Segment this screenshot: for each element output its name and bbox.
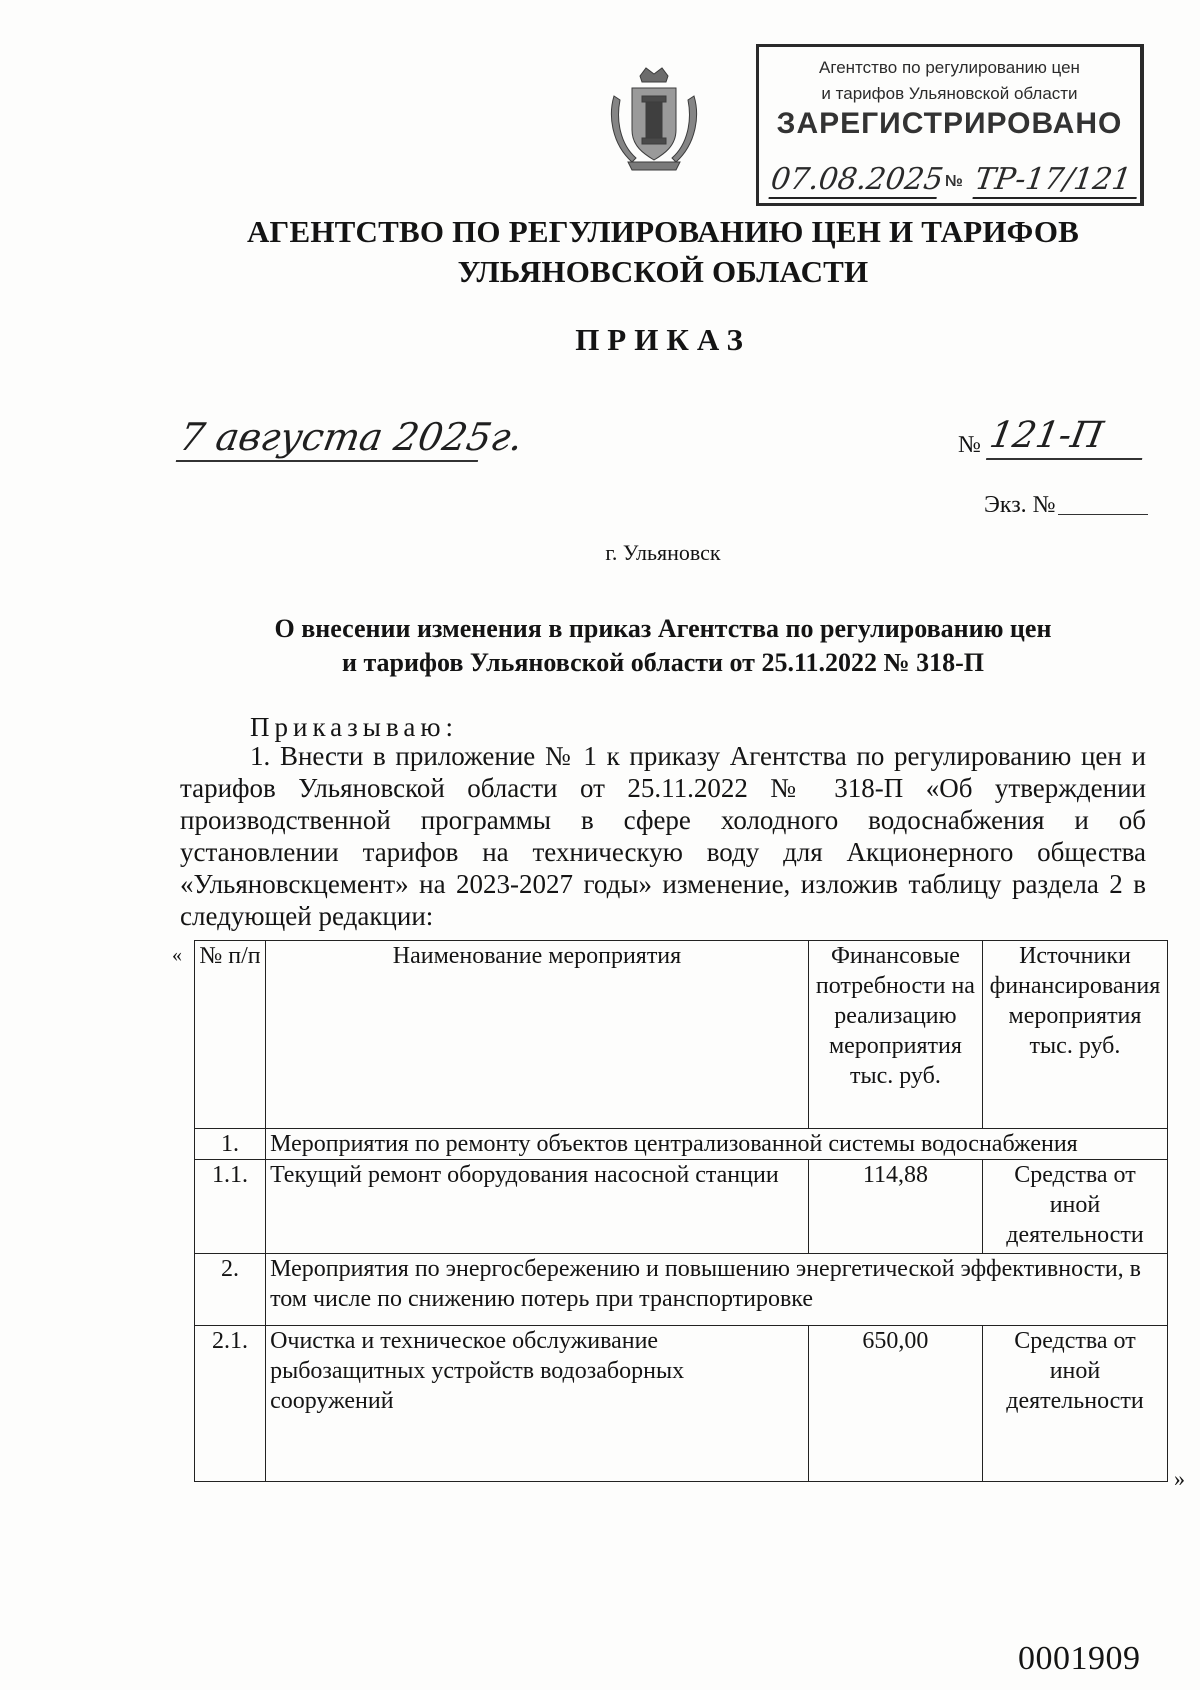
- stamp-organization: [759, 55, 1140, 107]
- stamp-date: 07.08.2025: [768, 162, 946, 197]
- document-serial-number: 0001909: [1018, 1640, 1141, 1677]
- table-quote-open: «: [172, 944, 182, 966]
- table-row: [195, 1254, 1168, 1326]
- row-source: Средства от иной деятельности: [982, 1160, 1167, 1254]
- stamp-status: ЗАРЕГИСТРИРОВАНО: [776, 107, 1123, 140]
- copy-number-label: Экз. №: [984, 492, 1056, 518]
- stamp-org-line1: Агентство по регулированию цен: [819, 58, 1080, 77]
- agency-title: [180, 212, 1146, 292]
- header-source: Источники финансирования мероприятия тыс. руб.: [982, 941, 1167, 1129]
- header-name: Наименование мероприятия: [266, 941, 809, 1129]
- row-name: Мероприятия по энергосбережению и повышению энергетической эффективности, в том числе по снижению потерь при транспортировке: [266, 1254, 1168, 1326]
- row-num: 1.: [195, 1129, 266, 1160]
- coat-of-arms-icon: [606, 66, 702, 172]
- row-name: Текущий ремонт оборудования насосной станции: [266, 1160, 809, 1254]
- table-quote-close: »: [1174, 1466, 1185, 1491]
- order-number-label: №: [958, 432, 981, 458]
- order-subject-line2: и тарифов Ульяновской области от 25.11.2022 № 318-П: [341, 648, 985, 677]
- row-num: 1.1.: [195, 1160, 266, 1254]
- table-row: [195, 1326, 1168, 1482]
- row-name: Мероприятия по ремонту объектов централизованной системы водоснабжения: [266, 1129, 1168, 1160]
- row-num: 2.: [195, 1254, 266, 1326]
- order-number-handwritten: 121-П: [986, 414, 1150, 460]
- stamp-org-line2: и тарифов Ульяновской области: [821, 84, 1078, 103]
- row-name: Очистка и техническое обслуживание рыбозащитных устройств водозаборных сооружений: [266, 1326, 809, 1482]
- document-type-title: ПРИКАЗ: [575, 322, 751, 357]
- agency-title-line2: УЛЬЯНОВСКОЙ ОБЛАСТИ: [457, 254, 869, 289]
- table-header-row: [195, 941, 1168, 1129]
- stamp-number-label: №: [945, 173, 963, 190]
- city: г. Ульяновск: [605, 540, 721, 565]
- copy-number-blank: [1058, 514, 1148, 515]
- order-subject-line1: О внесении изменения в приказ Агентства по регулированию цен: [274, 614, 1052, 643]
- table-row: [195, 1160, 1168, 1254]
- row-finance: 114,88: [808, 1160, 982, 1254]
- row-num: 2.1.: [195, 1326, 266, 1482]
- header-finance: Финансовые потребности на реализацию мероприятия тыс. руб.: [808, 941, 982, 1129]
- paragraph-1: 1. Внести в приложение № 1 к приказу Агентства по регулированию цен и тарифов Ульяновской области от 25.11.2022 № 318-П «Об утверждении производственной программы в сфере холодного водоснабжения и об установлении тарифов на техническую воду для Акционерного общества «Ульяновскцемент» на 2023-2027 годы» изменение, изложив таблицу раздела 2 в следующей редакции:: [180, 741, 1146, 931]
- orders-word: Приказываю:: [250, 712, 458, 742]
- agency-title-line1: АГЕНТСТВО ПО РЕГУЛИРОВАНИЮ ЦЕН И ТАРИФОВ: [246, 214, 1080, 249]
- order-date-handwritten: 7 августа 2025г.: [176, 414, 486, 462]
- table-row: [195, 1129, 1168, 1160]
- row-finance: 650,00: [808, 1326, 982, 1482]
- header-num: № п/п: [195, 941, 266, 1129]
- order-subject: [180, 612, 1146, 680]
- row-source: Средства от иной деятельности: [982, 1326, 1167, 1482]
- stamp-number: ТР-17/121: [972, 163, 1141, 199]
- measures-table: [194, 940, 1168, 1482]
- registration-stamp: [756, 44, 1144, 206]
